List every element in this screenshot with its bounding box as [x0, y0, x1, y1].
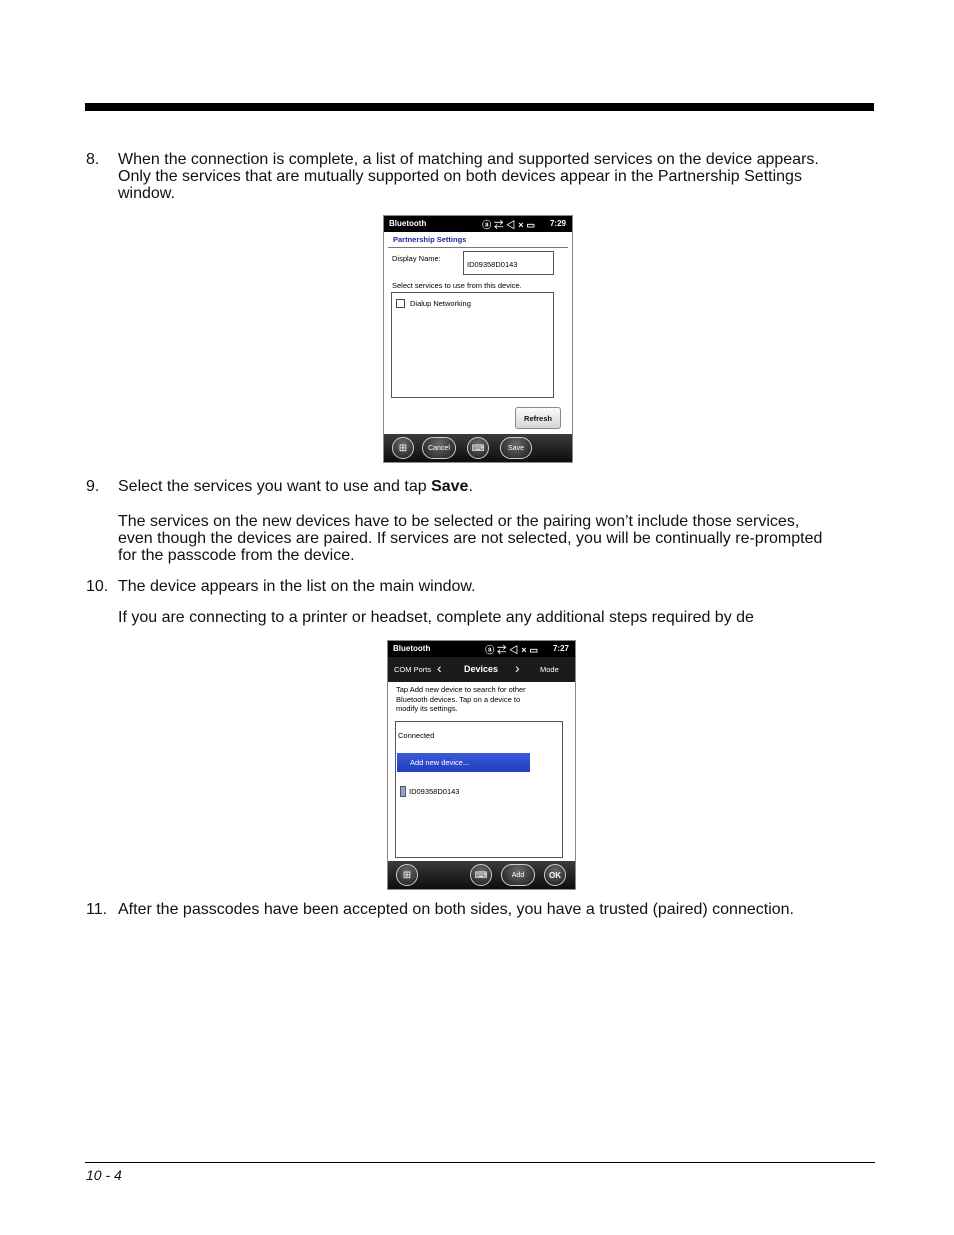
- step-10-text: The device appears in the list on the main window.: [118, 578, 476, 595]
- header-rule: [85, 103, 874, 111]
- tab-mode[interactable]: Mode: [540, 665, 559, 674]
- cancel-button[interactable]: Cancel: [422, 437, 456, 459]
- tab-devices[interactable]: Devices: [464, 664, 499, 674]
- step-11-text: After the passcodes have been accepted on both sides, you have a trusted (paired) connection.: [118, 901, 794, 918]
- soft-key-bar: [384, 434, 572, 462]
- status-icons: ⓐ⇄◁×▭: [482, 220, 538, 230]
- device-item[interactable]: ID09358D0143: [409, 787, 460, 796]
- windows-start-icon[interactable]: ⊞: [392, 437, 414, 459]
- device-phone-icon: [400, 786, 406, 797]
- status-title: Bluetooth: [389, 219, 427, 228]
- save-button[interactable]: Save: [500, 437, 532, 459]
- step-8-line-1: When the connection is complete, a list of matching and supported services on the device appears.: [118, 151, 819, 168]
- page-number: 10 - 4: [86, 1167, 122, 1183]
- step-9-para-line-1: The services on the new devices have to be selected or the pairing won’t include those services,: [118, 513, 800, 530]
- status-title: Bluetooth: [393, 644, 431, 653]
- devices-screenshot: [387, 640, 576, 890]
- step-8-line-3: window.: [118, 185, 175, 202]
- keyboard-icon[interactable]: ⌨: [467, 437, 489, 459]
- refresh-button[interactable]: Refresh: [515, 407, 561, 429]
- step-9-para-line-3: for the passcode from the device.: [118, 547, 355, 564]
- display-name-label: Display Name:: [392, 254, 441, 263]
- step-8-line-2: Only the services that are mutually supported on both devices appear in the Partnership Settings: [118, 168, 802, 185]
- chevron-right-icon[interactable]: ›: [515, 660, 520, 676]
- chevron-left-icon[interactable]: ‹: [437, 660, 442, 676]
- step-10-para: If you are connecting to a printer or headset, complete any additional steps required by de: [118, 609, 754, 626]
- step-9-bold: Save: [431, 478, 469, 495]
- connected-label: Connected: [398, 731, 435, 740]
- ok-button[interactable]: OK: [544, 864, 566, 886]
- step-9-pre: Select the services you want to use and tap: [118, 478, 432, 495]
- status-icons: ⓐ⇄◁×▭: [485, 645, 541, 655]
- status-and-tab-bar: [388, 641, 575, 682]
- tab-bar: [388, 657, 575, 682]
- service-checkbox[interactable]: [396, 299, 405, 308]
- device-list[interactable]: [395, 721, 563, 858]
- step-11-number: 11.: [86, 901, 108, 918]
- partnership-settings-screenshot: [383, 215, 573, 463]
- tab-com-ports[interactable]: COM Ports: [394, 665, 432, 674]
- services-list[interactable]: [391, 292, 554, 398]
- step-9-number: 9.: [86, 478, 100, 495]
- help-line-1: Tap Add new device to search for other: [396, 685, 526, 694]
- service-item-label: Dialup Networking: [410, 299, 471, 308]
- select-services-label: Select services to use from this device.: [392, 281, 522, 290]
- header-divider: [388, 247, 568, 248]
- status-time: 7:27: [552, 644, 569, 653]
- soft-key-bar: [388, 861, 575, 889]
- status-bar: [384, 216, 572, 232]
- windows-start-icon[interactable]: ⊞: [396, 864, 418, 886]
- page-title: Partnership Settings: [393, 235, 467, 244]
- display-name-input[interactable]: [463, 251, 554, 275]
- display-name-value: ID09358D0143: [467, 260, 518, 269]
- help-line-3: modify its settings.: [396, 704, 458, 713]
- step-9-post: .: [468, 478, 473, 495]
- status-time: 7:29: [549, 219, 566, 228]
- step-9-text: [118, 478, 473, 495]
- help-line-2: Bluetooth devices. Tap on a device to: [396, 695, 521, 704]
- step-9-para-line-2: even though the devices are paired. If services are not selected, you will be continually re-prompted: [118, 530, 823, 547]
- add-new-device-item[interactable]: Add new device...: [397, 753, 530, 772]
- add-button[interactable]: Add: [501, 864, 535, 886]
- keyboard-icon[interactable]: ⌨: [470, 864, 492, 886]
- step-8-number: 8.: [86, 151, 100, 168]
- step-10-number: 10.: [86, 578, 109, 595]
- footer-rule: [85, 1162, 875, 1163]
